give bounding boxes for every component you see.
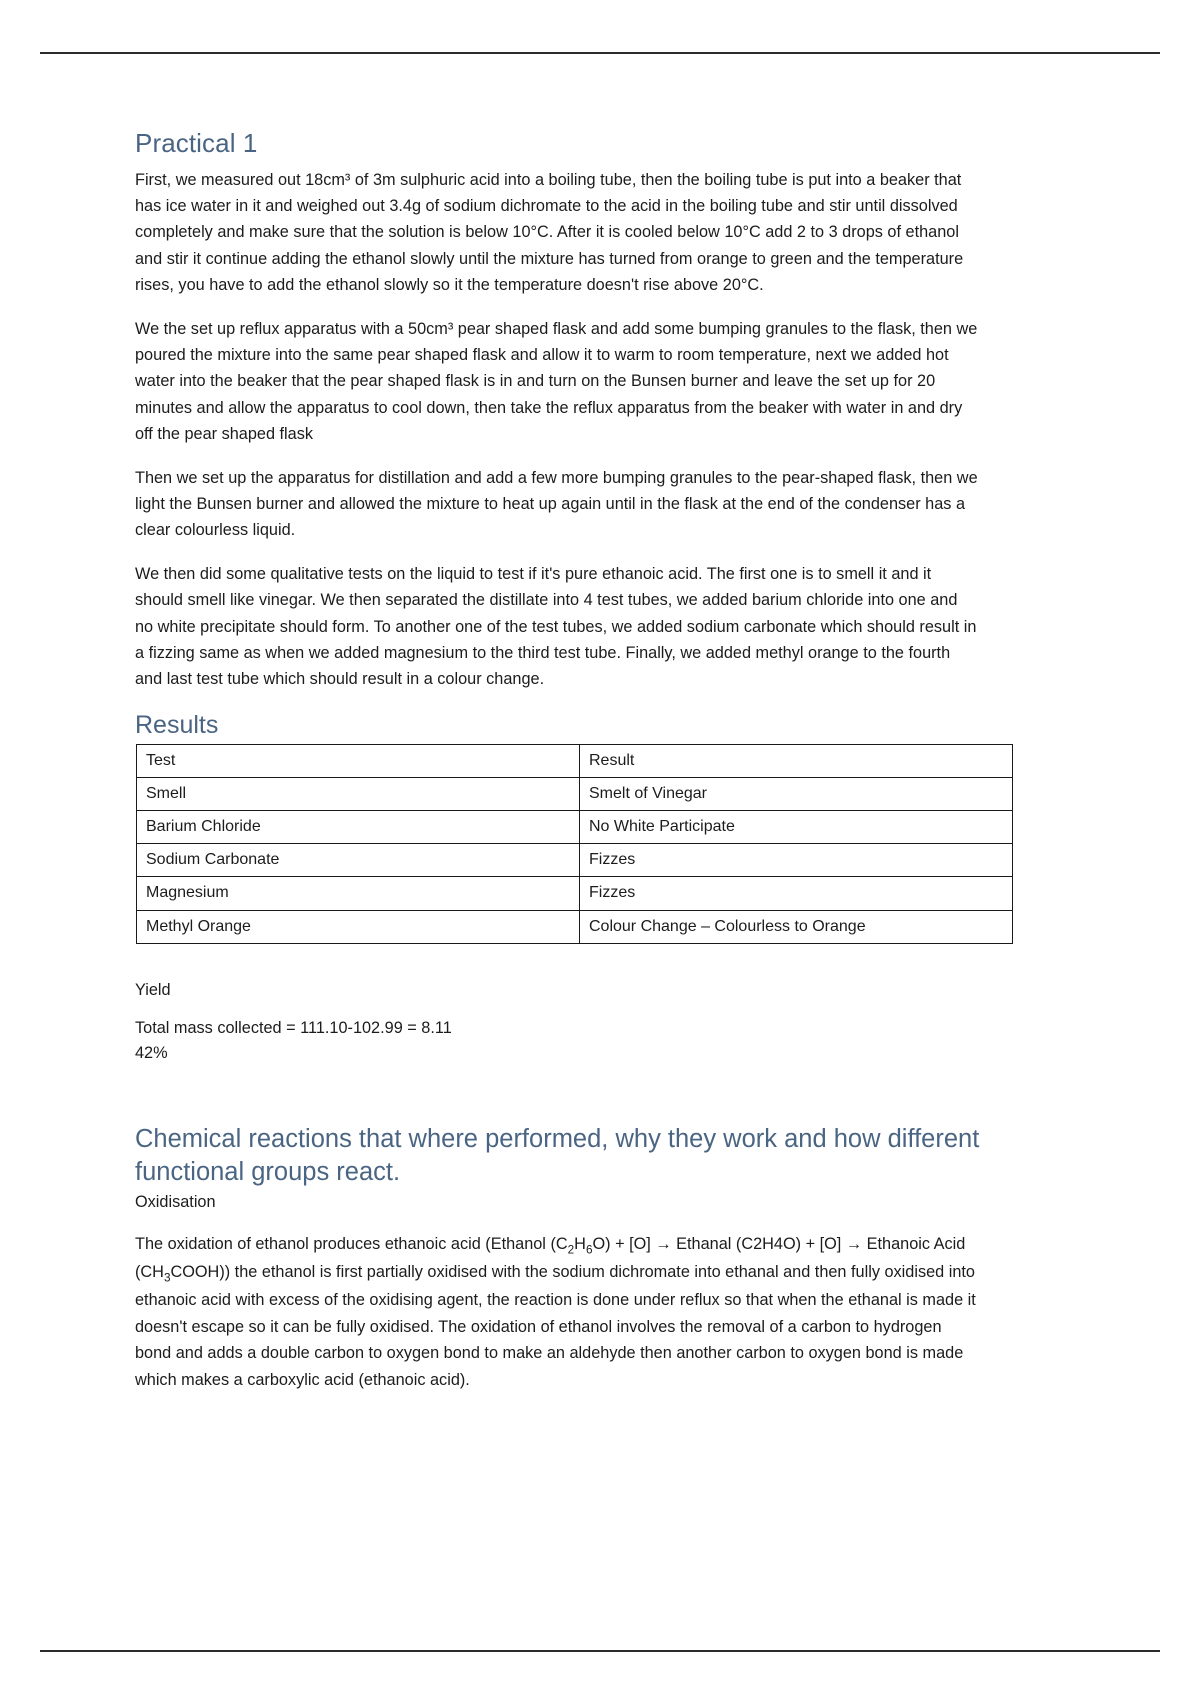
- yield-percent: 42%: [135, 1043, 168, 1062]
- yield-total-mass: Total mass collected = 111.10-102.99 = 8.11: [135, 1019, 452, 1038]
- table-row: [137, 844, 1013, 877]
- yield-label: Yield: [135, 980, 171, 999]
- table-row: [137, 910, 1013, 943]
- header-rule: [40, 52, 1160, 54]
- cell-test-methyl-orange: Methyl Orange: [137, 910, 580, 943]
- cell-result-magnesium: Fizzes: [580, 877, 1013, 910]
- cell-test-sodium-carbonate: Sodium Carbonate: [137, 844, 580, 877]
- spacer: [135, 1065, 980, 1099]
- page-title: Practical 1: [135, 128, 258, 158]
- subscript-2: 2: [567, 1243, 575, 1257]
- oxidation-text-part-5: Ethanoic Acid (CH: [135, 1234, 966, 1282]
- table-row: [137, 811, 1013, 844]
- paragraph-procedure-3: Then we set up the apparatus for distillation and add a few more bumping granules to the pear-shaped flask, then we light the Bunsen burner and allowed the mixture to heat up again until in the flask at the end of the condenser has a clear colourless liquid.: [135, 468, 978, 540]
- spacer: [135, 1099, 980, 1123]
- paragraph-procedure-2: We the set up reflux apparatus with a 50cm³ pear shaped flask and add some bumping granules to the flask, then we poured the mixture into the same pear shaped flask and allow it to warm to room temperature, next we added hot water into the beaker that the pear shaped flask is in and turn on the Bunsen burner and leave the set up for 20 minutes and allow the apparatus to cool down, then take the reflux apparatus from the beaker with water in and dry off the pear shaped flask: [135, 319, 978, 444]
- oxidation-text-part-3: O) + [O]: [592, 1234, 656, 1253]
- reaction-arrow-icon: →: [845, 1234, 863, 1253]
- oxidation-text-part-2: H: [574, 1234, 586, 1253]
- cell-result-methyl-orange: Colour Change – Colourless to Orange: [580, 910, 1013, 943]
- oxidation-subheading: Oxidisation: [135, 1193, 216, 1212]
- subscript-3: 3: [163, 1271, 171, 1285]
- cell-test-smell: Smell: [137, 777, 580, 810]
- document-body: [135, 128, 980, 1410]
- footer-rule: [40, 1650, 1160, 1652]
- oxidation-text-part-4: Ethanal (C2H4O) + [O]: [671, 1234, 846, 1253]
- column-header-test: Test: [137, 744, 580, 777]
- results-table: [136, 744, 1013, 944]
- table-row: [137, 877, 1013, 910]
- spacer: [135, 1002, 980, 1016]
- column-header-result: Result: [580, 744, 1013, 777]
- reaction-arrow-icon: →: [655, 1234, 672, 1253]
- cell-result-smell: Smelt of Vinegar: [580, 777, 1013, 810]
- paragraph-procedure-4: We then did some qualitative tests on the liquid to test if it's pure ethanoic acid. The first one is to smell it and it should smell like vinegar. We then separated the distillate into 4 test tubes, we added barium chloride into one and no white precipitate should form. To another one of the test tubes, we added sodium carbonate which should result in a fizzing same as when we added magnesium to the third test tube. Finally, we added methyl orange to the fourth and last test tube which should result in a colour change.: [135, 564, 977, 689]
- subscript-6: 6: [585, 1243, 593, 1257]
- table-row: [137, 777, 1013, 810]
- oxidation-text-part-1: The oxidation of ethanol produces ethanoic acid (Ethanol (C: [135, 1234, 568, 1253]
- spacer: [135, 944, 980, 978]
- table-header-row: [137, 744, 1013, 777]
- cell-result-barium-chloride: No White Participate: [580, 811, 1013, 844]
- cell-test-magnesium: Magnesium: [137, 877, 580, 910]
- results-heading: Results: [135, 710, 219, 739]
- paragraph-procedure-1: First, we measured out 18cm³ of 3m sulphuric acid into a boiling tube, then the boiling tube is put into a beaker that has ice water in it and weighed out 3.4g of sodium dichromate to the acid in the boiling tube and stir until dissolved completely and make sure that the solution is below 10°C. After it is cooled below 10°C add 2 to 3 drops of ethanol and stir it continue adding the ethanol slowly until the mixture has turned from orange to green and the temperature rises, you have to add the ethanol slowly so it the temperature doesn't rise above 20°C.: [135, 170, 964, 295]
- cell-test-barium-chloride: Barium Chloride: [137, 811, 580, 844]
- cell-result-sodium-carbonate: Fizzes: [580, 844, 1013, 877]
- oxidation-text-part-6: COOH)) the ethanol is first partially oxidised with the sodium dichromate into ethanal and then fully oxidised into ethanoic acid with excess of the oxidising agent, the reaction is done under reflux so that when the ethanal is made it doesn't escape so it can be fully oxidised. The oxidation of ethanol involves the removal of a carbon to hydrogen bond and adds a double carbon to oxygen bond to make an aldehyde then another carbon to oxygen bond is made which makes a carboxylic acid (ethanoic acid).: [135, 1263, 976, 1389]
- chemical-reactions-heading: Chemical reactions that where performed, why they work and how different functional groups react.: [135, 1125, 980, 1186]
- paragraph-oxidation: [135, 1231, 980, 1393]
